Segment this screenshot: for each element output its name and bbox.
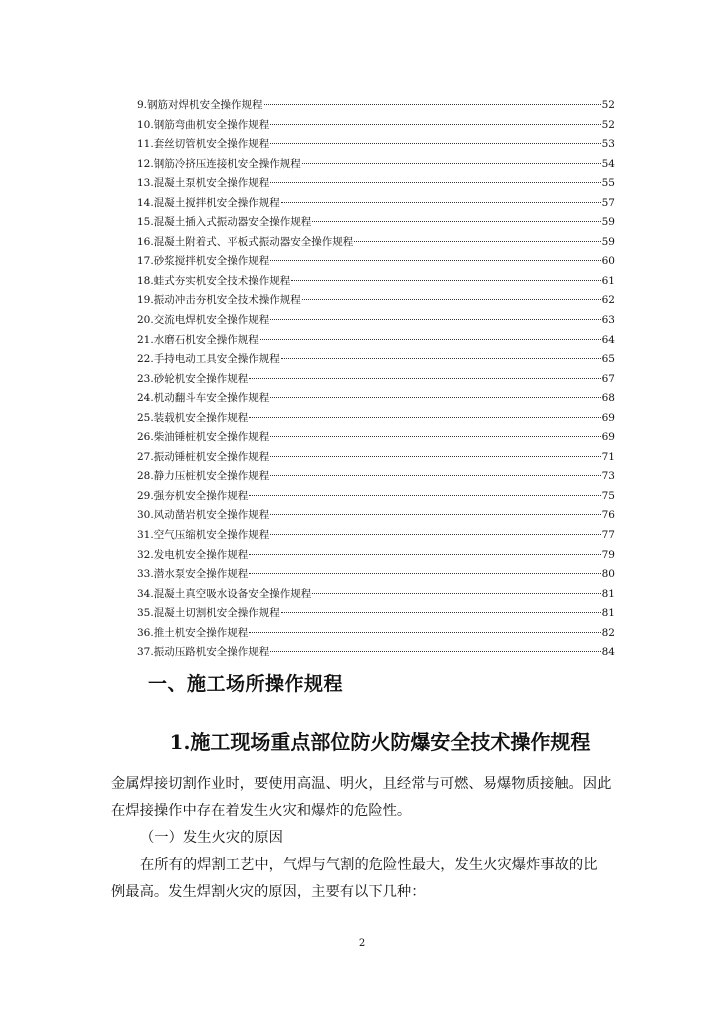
toc-dot-leader	[281, 358, 601, 359]
toc-entry[interactable]	[137, 487, 615, 507]
toc-dot-leader	[270, 124, 600, 125]
toc-entry[interactable]	[137, 409, 615, 429]
toc-dot-leader	[249, 417, 600, 418]
toc-dot-leader	[270, 514, 600, 515]
toc-entry[interactable]	[137, 272, 615, 292]
toc-dot-leader	[260, 339, 601, 340]
toc-dot-leader	[264, 104, 601, 105]
cause-subheading-text: （一）发生火灾的原因	[140, 830, 283, 846]
toc-entry-page: 71	[601, 450, 615, 463]
toc-entry-page: 84	[601, 646, 615, 659]
intro-line-2: 在焊接操作中存在着发生火灾和爆炸的危险性。	[111, 803, 412, 819]
toc-entry-title: 23.砂轮机安全操作规程	[137, 372, 249, 385]
cause-subheading	[111, 825, 615, 852]
toc-entry-title: 26.柴油锤桩机安全操作规程	[137, 431, 270, 444]
toc-dot-leader	[270, 182, 600, 183]
toc-entry-page: 55	[601, 177, 615, 190]
toc-entry-title: 19.振动冲击夯机安全技术操作规程	[137, 294, 301, 307]
toc-dot-leader	[281, 202, 601, 203]
toc-entry-title: 37.振动压路机安全操作规程	[137, 646, 270, 659]
toc-entry-page: 75	[601, 489, 615, 502]
toc-entry-title: 9.钢筋对焊机安全操作规程	[137, 99, 263, 111]
toc-entry[interactable]	[137, 291, 615, 311]
toc-entry-title: 28.静力压桩机安全操作规程	[137, 470, 270, 483]
toc-entry-title: 27.振动锤桩机安全操作规程	[137, 450, 270, 463]
toc-entry-title: 35.混凝土切割机安全操作规程	[137, 607, 280, 620]
toc-dot-leader	[270, 475, 600, 476]
cause-line-2: 例最高。发生焊割火灾的原因，主要有以下几种：	[111, 884, 426, 900]
toc-entry-page: 69	[601, 411, 615, 424]
toc-entry-page: 81	[601, 587, 615, 600]
toc-entry-page: 69	[601, 431, 615, 444]
document-heading: 1.施工现场重点部位防火防爆安全技术操作规程	[169, 730, 591, 754]
toc-entry-page: 81	[601, 607, 615, 620]
toc-dot-leader	[249, 554, 600, 555]
toc-dot-leader	[354, 241, 600, 242]
toc-entry-title: 18.蛙式夯实机安全技术操作规程	[137, 274, 291, 287]
toc-entry-page: 79	[601, 548, 615, 561]
toc-dot-leader	[270, 260, 600, 261]
toc-dot-leader	[249, 495, 600, 496]
toc-entry-title: 36.推土机安全操作规程	[137, 626, 249, 639]
cause-line-1: 在所有的焊割工艺中，气焊与气割的危险性最大，发生火灾爆炸事故的比	[140, 857, 598, 873]
toc-entry[interactable]	[137, 96, 615, 116]
toc-entry[interactable]	[137, 233, 615, 253]
toc-entry[interactable]	[137, 213, 615, 233]
toc-dot-leader	[270, 143, 600, 144]
toc-entry[interactable]	[137, 467, 615, 487]
toc-dot-leader	[302, 299, 601, 300]
toc-entry-title: 10.钢筋弯曲机安全操作规程	[137, 118, 270, 131]
toc-entry-title: 33.潜水泵安全操作规程	[137, 568, 249, 581]
toc-entry-page: 53	[601, 138, 615, 151]
toc-entry-title: 34.混凝土真空吸水设备安全操作规程	[137, 587, 312, 600]
toc-entry[interactable]	[137, 194, 615, 214]
toc-entry-title: 29.强夯机安全操作规程	[137, 489, 249, 502]
toc-entry-page: 77	[601, 529, 615, 542]
toc-dot-leader	[249, 378, 600, 379]
toc-entry[interactable]	[137, 135, 615, 155]
toc-entry-title: 11.套丝切管机安全操作规程	[137, 138, 270, 151]
toc-entry-page: 63	[601, 314, 615, 327]
toc-entry-title: 21.水磨石机安全操作规程	[137, 333, 259, 346]
toc-entry-page: 60	[601, 255, 615, 268]
toc-dot-leader	[291, 280, 600, 281]
toc-entry-title: 20.交流电焊机安全操作规程	[137, 314, 270, 327]
toc-dot-leader	[270, 456, 600, 457]
toc-dot-leader	[302, 163, 601, 164]
toc-entry[interactable]	[137, 350, 615, 370]
cause-paragraph	[111, 852, 615, 906]
toc-entry-title: 32.发电机安全操作规程	[137, 548, 249, 561]
toc-entry[interactable]	[137, 174, 615, 194]
toc-entry-page: 65	[601, 353, 615, 366]
toc-entry-title: 24.机动翻斗车安全操作规程	[137, 392, 270, 405]
toc-entry-page: 57	[601, 196, 615, 209]
toc-entry[interactable]	[137, 311, 615, 331]
toc-dot-leader	[270, 436, 600, 437]
toc-entry[interactable]	[137, 155, 615, 175]
toc-entry-page: 61	[601, 274, 615, 287]
toc-entry-page: 52	[601, 99, 615, 111]
intro-paragraph	[111, 771, 615, 825]
toc-dot-leader	[270, 534, 600, 535]
toc-entry[interactable]	[137, 565, 615, 585]
toc-entry-title: 17.砂浆搅拌机安全操作规程	[137, 255, 270, 268]
toc-entry-page: 73	[601, 470, 615, 483]
toc-entry-page: 52	[601, 118, 615, 131]
toc-entry-page: 62	[601, 294, 615, 307]
toc-dot-leader	[249, 632, 600, 633]
table-of-contents	[137, 96, 615, 663]
toc-entry[interactable]	[137, 604, 615, 624]
toc-entry[interactable]	[137, 643, 615, 663]
toc-entry-title: 25.装载机安全操作规程	[137, 411, 249, 424]
toc-entry[interactable]	[137, 624, 615, 644]
toc-entry-page: 67	[601, 372, 615, 385]
toc-entry-page: 64	[601, 333, 615, 346]
toc-entry[interactable]	[137, 506, 615, 526]
toc-dot-leader	[249, 573, 600, 574]
toc-entry-title: 30.风动凿岩机安全操作规程	[137, 509, 270, 522]
toc-entry-title: 12.钢筋冷挤压连接机安全操作规程	[137, 157, 301, 170]
toc-entry[interactable]	[137, 252, 615, 272]
toc-entry[interactable]	[137, 585, 615, 605]
toc-entry-title: 22.手持电动工具安全操作规程	[137, 353, 280, 366]
toc-dot-leader	[281, 612, 601, 613]
toc-dot-leader	[312, 221, 600, 222]
toc-entry[interactable]	[137, 526, 615, 546]
toc-entry[interactable]	[137, 370, 615, 390]
toc-entry-page: 80	[601, 568, 615, 581]
toc-entry[interactable]	[137, 116, 615, 136]
toc-entry-title: 13.混凝土泵机安全操作规程	[137, 177, 270, 190]
toc-entry[interactable]	[137, 389, 615, 409]
toc-dot-leader	[270, 397, 600, 398]
toc-entry[interactable]	[137, 448, 615, 468]
toc-entry[interactable]	[137, 331, 615, 351]
toc-entry-page: 76	[601, 509, 615, 522]
page-number: 2	[358, 938, 366, 949]
toc-entry-title: 16.混凝土附着式、平板式振动器安全操作规程	[137, 235, 354, 248]
toc-entry-page: 82	[601, 626, 615, 639]
toc-entry[interactable]	[137, 428, 615, 448]
toc-entry-title: 31.空气压缩机安全操作规程	[137, 529, 270, 542]
intro-line-1: 金属焊接切割作业时，要使用高温、明火，且经常与可燃、易爆物质接触。因此	[111, 776, 612, 792]
toc-entry-page: 59	[601, 235, 615, 248]
toc-dot-leader	[270, 651, 600, 652]
toc-dot-leader	[312, 593, 600, 594]
toc-entry-page: 68	[601, 392, 615, 405]
toc-entry-page: 59	[601, 216, 615, 229]
section-heading: 一、施工场所操作规程	[148, 673, 344, 695]
toc-entry-page: 54	[601, 157, 615, 170]
toc-dot-leader	[270, 319, 600, 320]
toc-entry[interactable]	[137, 546, 615, 566]
toc-entry-title: 14.混凝土搅拌机安全操作规程	[137, 196, 280, 209]
toc-entry-title: 15.混凝土插入式振动器安全操作规程	[137, 216, 312, 229]
